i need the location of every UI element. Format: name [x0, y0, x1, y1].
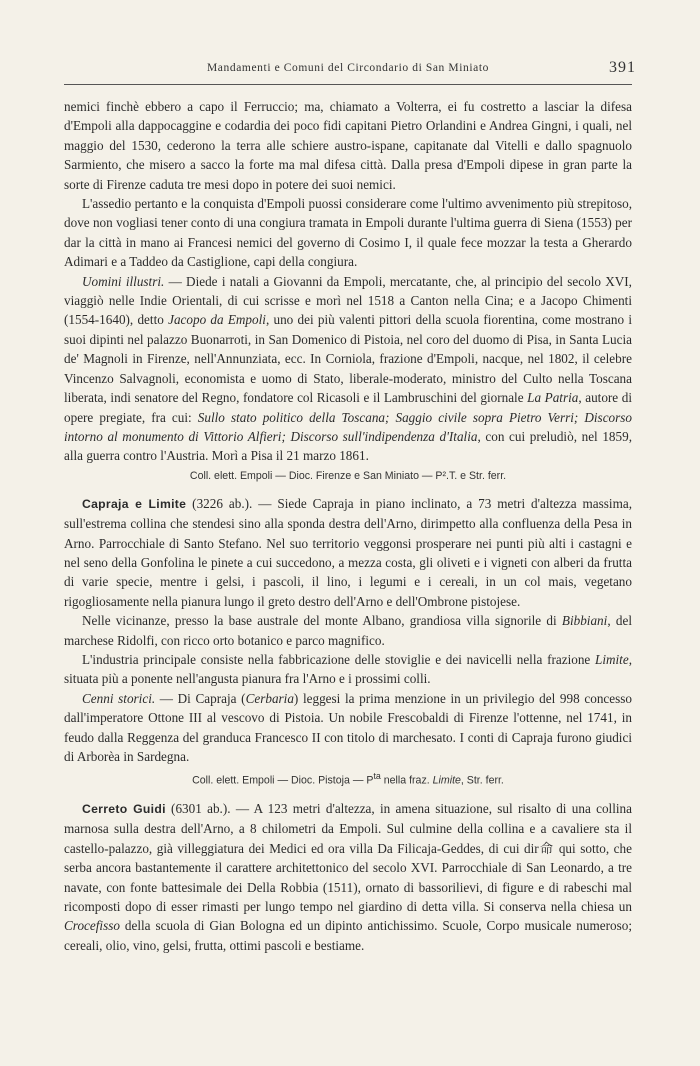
text-run: , uno dei più valenti pittori della scuola fiorentina, come mostrano i suoi dipinti nel palazzo Buonarroti, in San Domenico di Pistoia, nel coro del duomo di Pisa, in Santa Lucia de' Magnoli in Firenze, nell'Annunziata, ecc. In Corniola, frazione d'Empoli, nacque, nel 1802, il celebre Vincenzo Salvagnoli, economista e uomo di Stato, liberale-moderato, ministro del Culto nella Toscana liberata, indi senatore del Regno, fondatore col Ricasoli e il Lambruschini del giornale	[64, 312, 632, 406]
page-number: 391	[609, 59, 636, 76]
italic-run: La Patria	[527, 390, 579, 406]
text-run: — Diede i natali a Giovanni da Empoli, mercatante, che, al principio del secolo XVI, viaggiò nelle Indie Orientali, di cui scrisse e morì nel 1518 a Canton nella Cina; e a Jacopo Chimenti (1554-1640), detto	[64, 273, 632, 328]
book-page	[64, 58, 636, 955]
text-run: , del marchese Ridolfi, con ricco orto botanico e parco magnifico.	[64, 613, 632, 648]
section-label: Cenni storici.	[82, 690, 156, 706]
italic-run: Limite	[432, 774, 461, 787]
paragraph-conspiracy: L'assedio pertanto e la conquista d'Empoli puossi considerare come l'ultimo avvenimento più strepitoso, dove non vogliasi tener conto di una congiura tramata in Empoli durante l'ultima guerra di Siena (1553) per dar la città in mano ai Francesi nemici del governo di Cosimo I, il quale fece mozzar la testa a Gherardo Adimari e a Taddeo da Castiglione, capi della congiura.	[64, 196, 632, 270]
italic-run: Sullo stato politico della Toscana; Saggio civile sopra Pietro Verri; Discorso intorno al monumento di Vittorio Alfieri; Discorso sull'indipendenza d'Italia	[64, 409, 632, 444]
running-title: Mandamenti e Comuni del Circondario di San Miniato	[206, 62, 489, 74]
text-run: , autore di opere pregiate, fra cui:	[64, 390, 632, 425]
reference-line-capraja	[64, 767, 632, 790]
italic-run: Bibbiani	[561, 613, 608, 629]
paragraph-notable-people	[64, 272, 632, 466]
paragraph-industry	[64, 650, 632, 689]
text-run: — Di Capraja (	[155, 690, 246, 706]
italic-run: Crocefisso	[64, 918, 120, 934]
text-run: (6301 ab.). — A 123 metri d'altezza, in amena situazione, sul risalto di una collina marnosa sulla destra dell'Arno, a 8 chilometri da Empoli. Sul culmine della collina e a cavaliere sta il castello-palazzo, già villeggiatura dei Medici ed ora villa Da Filicaja-Geddes, di cui dir命 qui sotto, che serba ancora bastantemente il carattere architettonico del secolo XVI. Parrocchiale di San Leonardo, a tre navate, con fonte battesimale dei Della Robbia (1511), ornato di bassorilievi, di figure e di rabeschi mal ricomposti dopo di esser rimasti per lungo tempo nel giardino di detta villa. Si conserva nella chiesa un	[64, 800, 632, 914]
paragraph-bibbiani	[64, 611, 632, 650]
paragraph-history	[64, 689, 632, 767]
text-run: L'industria principale consiste nella fabbricazione delle stoviglie e dei navicelli nella frazione	[82, 651, 595, 667]
text-run: , situata più a ponente nell'angusta pianura fra l'Arno e i prossimi colli.	[64, 651, 632, 687]
entry-heading: Capraja e Limite	[82, 496, 187, 511]
text-run: della scuola di Gian Bologna ed un dipinto antichissimo. Scuole, Corpo musicale numeroso; cereali, olio, vino, gelsi, frutta, ottimi pascoli e bestiame.	[64, 918, 632, 953]
text-run: , Str. ferr.	[460, 774, 504, 787]
reference-line-empoli: Coll. elett. Empoli — Dioc. Firenze e San Miniato — P².T. e Str. ferr.	[189, 469, 507, 482]
entry-heading: Cerreto Guidi	[82, 801, 166, 816]
section-label: Uomini illustri.	[82, 273, 165, 289]
text-run: nella fraz.	[380, 774, 433, 787]
running-header	[64, 58, 636, 80]
italic-run: Limite	[595, 651, 629, 667]
text-run: Nelle vicinanze, presso la base australe del monte Albano, grandiosa villa signorile di	[82, 613, 562, 629]
entry-cerreto-guidi	[64, 799, 632, 955]
superscript: ta	[373, 771, 381, 782]
text-run: (3226 ab.). — Siede Capraja in piano inclinato, a 73 metri d'altezza massima, sull'estrema collina che stendesi sino alla sponda destra dell'Arno, dirimpetto alla confluenza della Pesa in Arno. Parrocchiale di Santo Stefano. Nel suo territorio veggonsi prosperare nei punti più alti i castagni e nel seno della Gonfolina le pinete a cui succedono, a mezza costa, gli oliveti e i vigneti con alberi da frutta di varie specie, mentre i gelsi, i pascoli, il lino, i legumi e i cereali, in un col mais, vegetano rigogliosamente nella pianura lungo il greto destro dell'Arno e dell'Ombrone pistojese.	[64, 495, 632, 609]
text-run: , con cui preludiò, nel 1859, alla guerra contro l'Austria. Morì a Pisa il 21 marzo 1861.	[64, 428, 632, 464]
header-rule	[64, 84, 632, 85]
entry-capraja-limite	[64, 494, 632, 611]
italic-run: Jacopo da Empoli	[168, 312, 266, 328]
text-run: ) leggesi la prima menzione in un privilegio del 998 concesso dall'imperatore Ottone III al vescovo di Pistoia. Un nobile Frescobaldi di Firenze l'ottenne, nel 1741, in feudo dalla Reggenza del granduca Francesco II con titolo di marchesato. I conti di Capraja furono giudici di Arborèa in Sardegna.	[64, 690, 632, 764]
paragraph-siege-end: nemici finchè ebbero a capo il Ferruccio; ma, chiamato a Volterra, ei fu costretto a lasciar la difesa d'Empoli alla dappocaggine e codardia dei poco fidi capitani Pietro Orlandini e Andrea Gingni, i quali, nel maggio del 1530, cederono la terra alle schiere austro-ispane, capitanate dal Vitelli e dallo spagnuolo Sarmiento, che misero a sacco la forte ma mal difesa città. Dalla presa d'Empoli dipese in gran parte la sorte di Firenze caduta tre mesi dopo in potere dei suoi nemici.	[64, 99, 632, 192]
italic-run: Cerbaria	[245, 690, 294, 706]
text-run: Coll. elett. Empoli — Dioc. Pistoja — P	[192, 774, 374, 787]
